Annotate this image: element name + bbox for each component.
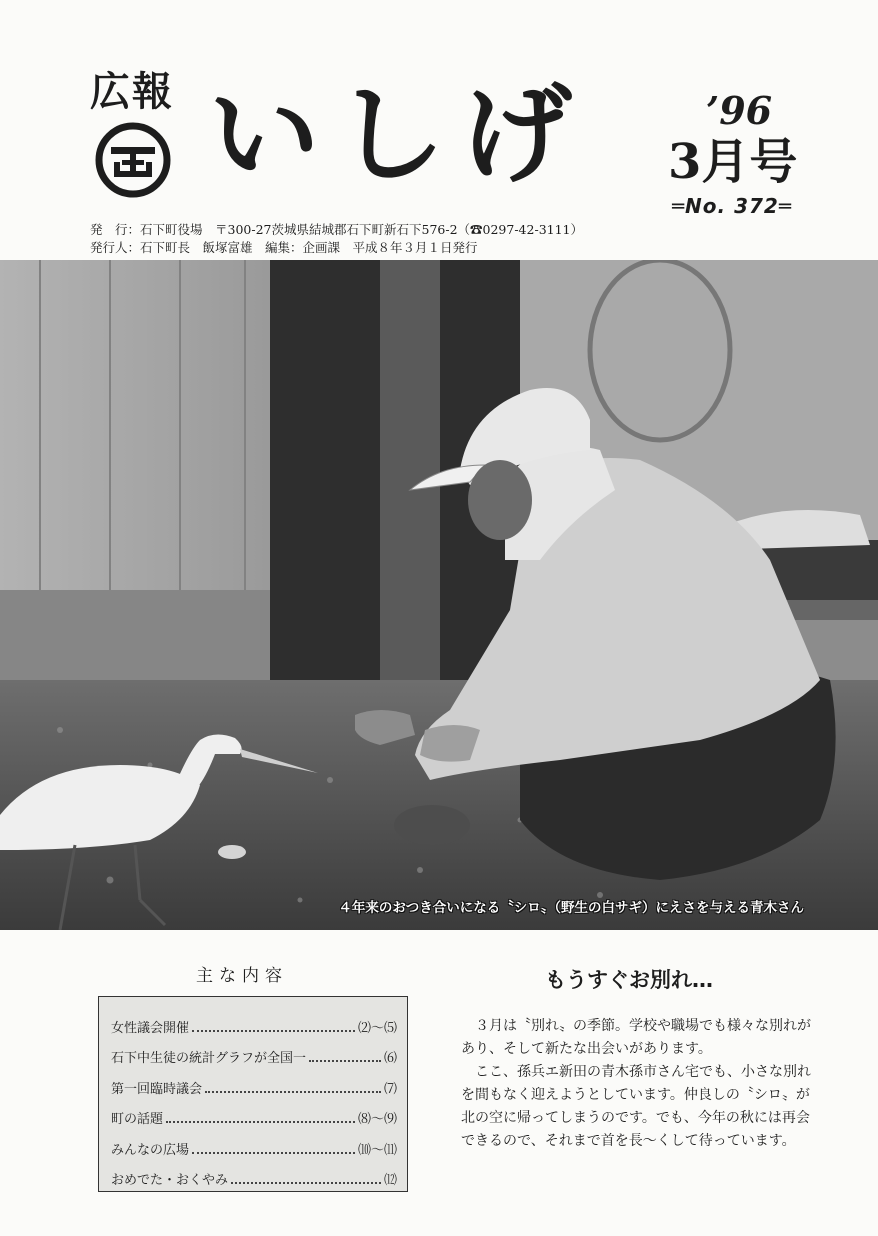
toc-item-pages: ⑺: [383, 1081, 397, 1097]
toc-leader-dots: [205, 1091, 381, 1093]
photo-caption: ４年来のおつき合いになる〝シロ〟（野生の白サギ）にえさを与える青木さん: [338, 900, 804, 916]
toc-item-pages: ⑵〜⑸: [357, 1020, 397, 1036]
toc-item-pages: ⑽〜⑾: [357, 1142, 397, 1158]
publisher-info: 発 行：石下町役場 〒300-27茨城県結城郡石下町新石下576-2（☎0297-42-3111）: [90, 222, 584, 237]
toc-item-title: 第一回臨時議会: [111, 1081, 203, 1097]
toc-item[interactable]: [111, 1097, 397, 1128]
toc-item-title: 町の話題: [111, 1112, 164, 1127]
toc-item[interactable]: [111, 1158, 397, 1189]
toc-item-title: みんなの広場: [111, 1142, 190, 1158]
contents-heading: 主な内容: [196, 966, 288, 986]
toc-item[interactable]: [111, 1127, 397, 1158]
article-paragraph: ここ、孫兵エ新田の青木孫市さん宅でも、小さな別れを間もなく迎えようとしています。仲良しの〝シロ〟が北の空に帰ってしまうのです。でも、今年の秋には再会できるので、それまで首を長〜くして待っています。: [461, 1064, 811, 1149]
toc-item[interactable]: [111, 1036, 397, 1067]
issue-year: ’96: [706, 88, 773, 133]
toc-item-pages: ⑿: [383, 1173, 397, 1188]
toc-leader-dots: [166, 1121, 355, 1123]
newsletter-title: いしげ: [208, 72, 586, 197]
toc-item-title: 石下中生徒の統計グラフが全国一: [111, 1051, 307, 1066]
toc-leader-dots: [192, 1030, 355, 1032]
contents-list: [98, 996, 408, 1192]
toc-item-title: おめでた・おくやみ: [111, 1173, 229, 1188]
article-paragraph: ３月は〝別れ〟の季節。学校や職場でも様々な別れがあり、そして新たな出会いがあります。: [461, 1018, 811, 1057]
editor-info: 発行人：石下町長 飯塚富雄 編集：企画課 平成８年３月１日発行: [90, 240, 478, 255]
toc-item[interactable]: [111, 1066, 397, 1097]
toc-item[interactable]: [111, 1005, 397, 1036]
issue-month: 3月号: [668, 134, 798, 190]
toc-item-title: 女性議会開催: [111, 1020, 190, 1036]
cover-photo: [0, 260, 878, 930]
toc-leader-dots: [192, 1152, 355, 1154]
article-body: [461, 1015, 821, 1153]
issue-number: ═No. 372═: [672, 194, 792, 218]
publication-label: 広報: [90, 69, 174, 115]
toc-item-pages: ⑹: [383, 1051, 397, 1066]
town-emblem-icon: [95, 122, 171, 198]
article-title: もうすぐお別れ…: [545, 968, 713, 992]
toc-leader-dots: [309, 1060, 381, 1062]
toc-item-pages: ⑻〜⑼: [357, 1112, 397, 1127]
toc-leader-dots: [231, 1182, 381, 1184]
